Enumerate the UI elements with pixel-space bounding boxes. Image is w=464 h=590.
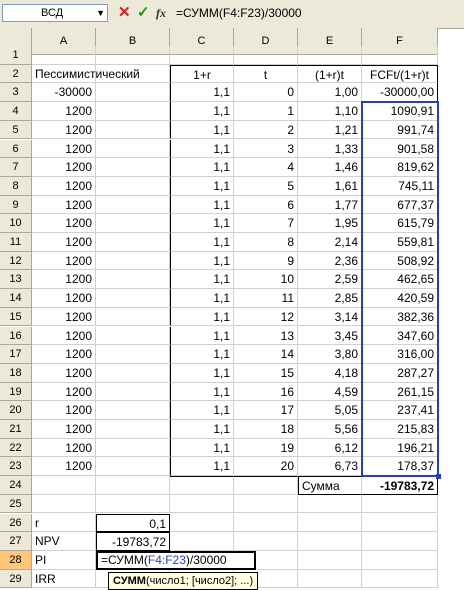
cell-b14[interactable] (96, 289, 170, 308)
cell[interactable] (234, 514, 298, 533)
cell-b3[interactable] (96, 83, 170, 102)
cell-c10[interactable]: 1,1 (170, 214, 234, 233)
row-header-17[interactable]: 17 (0, 345, 32, 364)
column-header-e[interactable]: E (298, 28, 362, 55)
header-pessimistic[interactable]: Пессимистический (32, 65, 96, 84)
cell-d6[interactable]: 3 (234, 140, 298, 159)
name-box-value: ВСД (41, 7, 64, 19)
cell[interactable] (96, 46, 170, 65)
column-header-a[interactable]: A (32, 28, 96, 55)
cell-e23[interactable]: 6,73 (298, 457, 362, 476)
row-header-27[interactable]: 27 (0, 532, 32, 551)
cell-a11[interactable]: 1200 (32, 233, 96, 252)
cell[interactable] (32, 476, 96, 495)
cell-a14[interactable]: 1200 (32, 289, 96, 308)
cell-b8[interactable] (96, 177, 170, 196)
cell-c17[interactable]: 1,1 (170, 345, 234, 364)
cell-b22[interactable] (96, 439, 170, 458)
editing-cell-b28[interactable] (96, 551, 256, 570)
cell[interactable] (362, 551, 438, 570)
cell-f11[interactable]: 559,81 (362, 233, 438, 252)
cell-a18[interactable]: 1200 (32, 364, 96, 383)
cell-d9[interactable]: 6 (234, 196, 298, 215)
row-header-18[interactable]: 18 (0, 364, 32, 383)
cell-b12[interactable] (96, 252, 170, 271)
row-header-21[interactable]: 21 (0, 420, 32, 439)
cell-b17[interactable] (96, 345, 170, 364)
row-header-4[interactable]: 4 (0, 102, 32, 121)
row-header-23[interactable]: 23 (0, 457, 32, 476)
cell[interactable] (170, 514, 234, 533)
cell-e6[interactable]: 1,33 (298, 140, 362, 159)
cell-f20[interactable]: 237,41 (362, 401, 438, 420)
cell-b10[interactable] (96, 214, 170, 233)
cell-a7[interactable]: 1200 (32, 158, 96, 177)
cell-a3[interactable]: -30000 (32, 83, 96, 102)
cell-e17[interactable]: 3,80 (298, 345, 362, 364)
cell-b18[interactable] (96, 364, 170, 383)
cell-e21[interactable]: 5,56 (298, 420, 362, 439)
cell-c13[interactable]: 1,1 (170, 270, 234, 289)
cell-c11[interactable]: 1,1 (170, 233, 234, 252)
cell-d24[interactable] (234, 476, 298, 495)
cell-a6[interactable]: 1200 (32, 140, 96, 159)
cell[interactable] (32, 46, 96, 65)
cell-c15[interactable]: 1,1 (170, 308, 234, 327)
cell-f14[interactable]: 420,59 (362, 289, 438, 308)
cell-e13[interactable]: 2,59 (298, 270, 362, 289)
column-header-d[interactable]: D (234, 28, 298, 55)
formula-suffix: )/30000 (185, 552, 227, 567)
cell-b13[interactable] (96, 270, 170, 289)
cell-c19[interactable]: 1,1 (170, 383, 234, 402)
cell-c12[interactable]: 1,1 (170, 252, 234, 271)
formula-input[interactable]: =СУММ(F4:F23)/30000 (176, 6, 302, 20)
cell-a5[interactable]: 1200 (32, 121, 96, 140)
cell-d16[interactable]: 13 (234, 327, 298, 346)
cell-c7[interactable]: 1,1 (170, 158, 234, 177)
cell-d18[interactable]: 15 (234, 364, 298, 383)
cell-e7[interactable]: 1,46 (298, 158, 362, 177)
cell-e16[interactable]: 3,45 (298, 327, 362, 346)
cell-d11[interactable]: 8 (234, 233, 298, 252)
row-header-10[interactable]: 10 (0, 214, 32, 233)
cell-e20[interactable]: 5,05 (298, 401, 362, 420)
cell-b19[interactable] (96, 383, 170, 402)
cell-d4[interactable]: 1 (234, 102, 298, 121)
cell-b7[interactable] (96, 158, 170, 177)
cell-f13[interactable]: 462,65 (362, 270, 438, 289)
cell[interactable] (298, 514, 362, 533)
cell-a10[interactable]: 1200 (32, 214, 96, 233)
cell[interactable] (298, 551, 362, 570)
cell-a13[interactable]: 1200 (32, 270, 96, 289)
cell[interactable] (298, 570, 362, 589)
cell-e10[interactable]: 1,95 (298, 214, 362, 233)
header-fcf-discounted[interactable]: FCFt/(1+r)t (362, 65, 438, 84)
cell-d15[interactable]: 12 (234, 308, 298, 327)
cell[interactable] (234, 46, 298, 65)
cell-d5[interactable]: 2 (234, 121, 298, 140)
row-header-6[interactable]: 6 (0, 140, 32, 159)
cell-e14[interactable]: 2,85 (298, 289, 362, 308)
cell[interactable] (362, 514, 438, 533)
param-label-3[interactable]: PI (32, 551, 96, 570)
param-label-4[interactable]: IRR (32, 570, 96, 589)
cell-b6[interactable] (96, 140, 170, 159)
cell-e11[interactable]: 2,14 (298, 233, 362, 252)
cell-a15[interactable]: 1200 (32, 308, 96, 327)
cell[interactable] (362, 46, 438, 65)
cell[interactable] (298, 495, 362, 514)
row-header-1[interactable]: 1 (0, 46, 32, 65)
row-header-26[interactable]: 26 (0, 514, 32, 533)
column-header-f[interactable]: F (362, 28, 438, 55)
cell-d19[interactable]: 16 (234, 383, 298, 402)
row-header-20[interactable]: 20 (0, 401, 32, 420)
row-header-14[interactable]: 14 (0, 289, 32, 308)
name-box[interactable] (2, 4, 108, 22)
row-header-5[interactable]: 5 (0, 121, 32, 140)
cell-f3[interactable]: -30000,00 (362, 83, 438, 102)
cell-a9[interactable]: 1200 (32, 196, 96, 215)
cell-e8[interactable]: 1,61 (298, 177, 362, 196)
row-header-24[interactable]: 24 (0, 476, 32, 495)
cell-f21[interactable]: 215,83 (362, 420, 438, 439)
cell-c4[interactable]: 1,1 (170, 102, 234, 121)
cell-f23[interactable]: 178,37 (362, 457, 438, 476)
cell-f22[interactable]: 196,21 (362, 439, 438, 458)
cell[interactable] (298, 532, 362, 551)
cell-a23[interactable]: 1200 (32, 457, 96, 476)
cell-f8[interactable]: 745,11 (362, 177, 438, 196)
row-header-8[interactable]: 8 (0, 177, 32, 196)
cell-d20[interactable]: 17 (234, 401, 298, 420)
cell-b21[interactable] (96, 420, 170, 439)
cell-e9[interactable]: 1,77 (298, 196, 362, 215)
cell-c5[interactable]: 1,1 (170, 121, 234, 140)
cell-e3[interactable]: 1,00 (298, 83, 362, 102)
cell-f6[interactable]: 901,58 (362, 140, 438, 159)
cell-a17[interactable]: 1200 (32, 345, 96, 364)
cell-a21[interactable]: 1200 (32, 420, 96, 439)
cell[interactable] (234, 495, 298, 514)
cell-d14[interactable]: 11 (234, 289, 298, 308)
cell-b15[interactable] (96, 308, 170, 327)
cell[interactable] (362, 495, 438, 514)
cell[interactable] (170, 495, 234, 514)
cell-d7[interactable]: 4 (234, 158, 298, 177)
cell-b11[interactable] (96, 233, 170, 252)
cell-d13[interactable]: 10 (234, 270, 298, 289)
cell-e5[interactable]: 1,21 (298, 121, 362, 140)
column-header-b[interactable]: B (96, 28, 170, 55)
cell-b5[interactable] (96, 121, 170, 140)
cell-a8[interactable]: 1200 (32, 177, 96, 196)
tooltip-function-name[interactable]: СУММ (113, 574, 146, 587)
cell-f18[interactable]: 287,27 (362, 364, 438, 383)
param-label-2[interactable]: NPV (32, 532, 96, 551)
function-tooltip (108, 572, 258, 590)
cell-b20[interactable] (96, 401, 170, 420)
cell-d3[interactable]: 0 (234, 83, 298, 102)
sum-value[interactable]: -19783,72 (362, 476, 438, 495)
header-t[interactable]: t (234, 65, 298, 84)
row-header-29[interactable]: 29 (0, 570, 32, 589)
param-value-1[interactable]: 0,1 (96, 514, 170, 533)
row-header-22[interactable]: 22 (0, 439, 32, 458)
cell-a16[interactable]: 1200 (32, 327, 96, 346)
cell-a4[interactable]: 1200 (32, 102, 96, 121)
cell-c22[interactable]: 1,1 (170, 439, 234, 458)
header-discount[interactable]: (1+r)t (298, 65, 362, 84)
cell-c3[interactable]: 1,1 (170, 83, 234, 102)
row-header-28[interactable]: 28 (0, 551, 32, 570)
cell-a22[interactable]: 1200 (32, 439, 96, 458)
cell-f9[interactable]: 677,37 (362, 196, 438, 215)
cell-e22[interactable]: 6,12 (298, 439, 362, 458)
row-header-12[interactable]: 12 (0, 252, 32, 271)
cell-f4[interactable]: 1090,91 (362, 102, 438, 121)
cell[interactable] (362, 532, 438, 551)
row-header-15[interactable]: 15 (0, 308, 32, 327)
row-header-16[interactable]: 16 (0, 327, 32, 346)
header-one-plus-r[interactable]: 1+r (170, 65, 234, 84)
cell-d21[interactable]: 18 (234, 420, 298, 439)
tooltip-args: (число1; [число2]; ...) (145, 574, 254, 587)
cell-c18[interactable]: 1,1 (170, 364, 234, 383)
formula-bar (0, 0, 464, 29)
cell-d12[interactable]: 9 (234, 252, 298, 271)
cell-e4[interactable]: 1,10 (298, 102, 362, 121)
cell[interactable] (170, 46, 234, 65)
cell[interactable] (298, 46, 362, 65)
cell-f17[interactable]: 316,00 (362, 345, 438, 364)
cell-f19[interactable]: 261,15 (362, 383, 438, 402)
cell-e19[interactable]: 4,59 (298, 383, 362, 402)
cell-a12[interactable]: 1200 (32, 252, 96, 271)
cell-a19[interactable]: 1200 (32, 383, 96, 402)
cell[interactable] (32, 495, 96, 514)
row-header-11[interactable]: 11 (0, 233, 32, 252)
chevron-down-icon[interactable]: ▼ (96, 8, 105, 18)
cell-b9[interactable] (96, 196, 170, 215)
row-header-3[interactable]: 3 (0, 83, 32, 102)
param-label-1[interactable]: r (32, 514, 96, 533)
row-header-13[interactable]: 13 (0, 270, 32, 289)
param-value-2[interactable]: -19783,72 (96, 532, 170, 551)
cell-c8[interactable]: 1,1 (170, 177, 234, 196)
cell[interactable] (96, 495, 170, 514)
row-header-7[interactable]: 7 (0, 158, 32, 177)
cell-d22[interactable]: 19 (234, 439, 298, 458)
cell-b23[interactable] (96, 457, 170, 476)
cell-c24[interactable] (170, 476, 234, 495)
cell-e15[interactable]: 3,14 (298, 308, 362, 327)
row-header-2[interactable]: 2 (0, 65, 32, 84)
cell-c14[interactable]: 1,1 (170, 289, 234, 308)
cell-b4[interactable] (96, 102, 170, 121)
cell-d8[interactable]: 5 (234, 177, 298, 196)
cell-f12[interactable]: 508,92 (362, 252, 438, 271)
cell-e18[interactable]: 4,18 (298, 364, 362, 383)
cell-f5[interactable]: 991,74 (362, 121, 438, 140)
cell-c9[interactable]: 1,1 (170, 196, 234, 215)
cell-d23[interactable]: 20 (234, 457, 298, 476)
cell-c21[interactable]: 1,1 (170, 420, 234, 439)
cell[interactable] (362, 570, 438, 589)
cell-b16[interactable] (96, 327, 170, 346)
cell-f7[interactable]: 819,62 (362, 158, 438, 177)
cell-d17[interactable]: 14 (234, 345, 298, 364)
cell-e12[interactable]: 2,36 (298, 252, 362, 271)
enter-check-icon[interactable]: ✓ (137, 4, 150, 21)
cell[interactable] (170, 532, 234, 551)
cell-a20[interactable]: 1200 (32, 401, 96, 420)
cell-c23[interactable]: 1,1 (170, 457, 234, 476)
cell-d10[interactable]: 7 (234, 214, 298, 233)
row-header-19[interactable]: 19 (0, 383, 32, 402)
column-header-c[interactable]: C (170, 28, 234, 55)
formula-prefix: =СУММ( (101, 552, 148, 567)
cell-f16[interactable]: 347,60 (362, 327, 438, 346)
cell-c6[interactable]: 1,1 (170, 140, 234, 159)
cell[interactable] (234, 532, 298, 551)
formula-range-ref: F4:F23 (147, 552, 186, 567)
cell-f15[interactable]: 382,36 (362, 308, 438, 327)
row-header-9[interactable]: 9 (0, 196, 32, 215)
cell-f10[interactable]: 615,79 (362, 214, 438, 233)
cell-c16[interactable]: 1,1 (170, 327, 234, 346)
sum-label[interactable]: Сумма (298, 476, 362, 495)
cell-c20[interactable]: 1,1 (170, 401, 234, 420)
cell[interactable] (96, 476, 170, 495)
insert-function-icon[interactable]: fx (156, 6, 166, 20)
row-header-25[interactable]: 25 (0, 495, 32, 514)
cancel-x-icon[interactable]: ✕ (118, 4, 131, 21)
